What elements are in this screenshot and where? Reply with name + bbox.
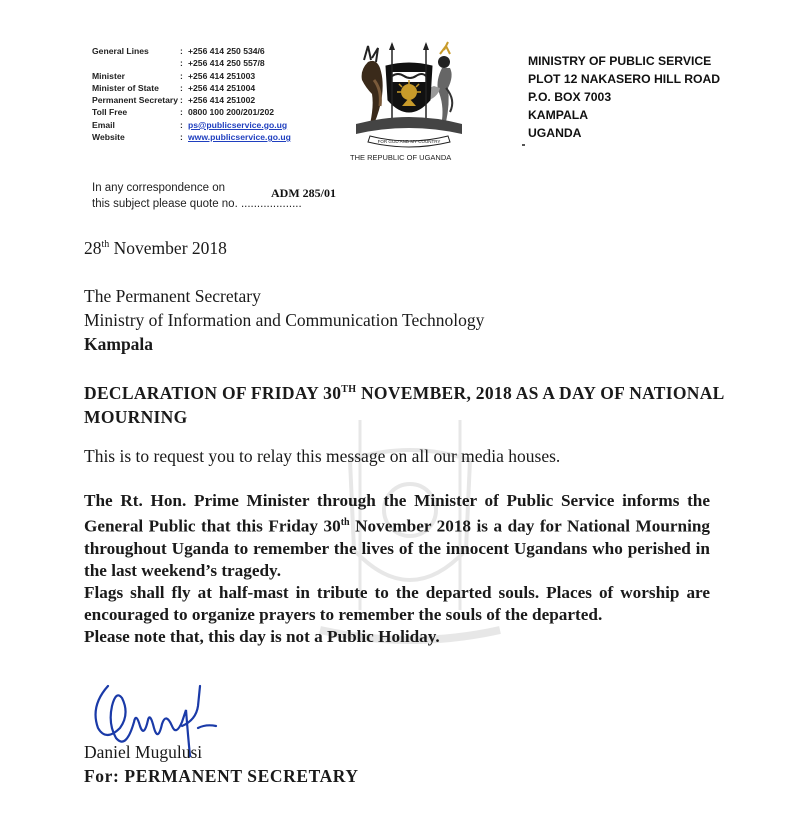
contact-label: Website xyxy=(92,132,125,143)
contact-label: Toll Free xyxy=(92,107,128,118)
ministry-address xyxy=(528,52,720,142)
body-paragraph-2: Flags shall fly at half-mast in tribute to the departed souls. Places of worship are encouraged to organize prayers to remember the souls of the departed. xyxy=(84,582,710,624)
contact-separator: : xyxy=(180,46,183,56)
message-body xyxy=(84,490,710,648)
contact-separator: : xyxy=(180,107,183,118)
contact-row xyxy=(92,119,291,131)
recipient-title: The Permanent Secretary xyxy=(84,286,261,306)
contact-row xyxy=(92,94,291,106)
contact-value: +256 414 251002 xyxy=(188,95,256,106)
contact-value: +256 414 250 534/6 xyxy=(188,46,265,56)
contact-row xyxy=(92,45,291,57)
recipient-ministry: Ministry of Information and Communication Technology xyxy=(84,310,485,330)
contact-label: Minister xyxy=(92,70,125,81)
letter-subject: DECLARATION OF FRIDAY 30TH NOVEMBER, 2018 AS A DAY OF NATIONAL MOURNING xyxy=(84,382,724,427)
reference-line-1: In any correspondence on xyxy=(92,182,225,194)
signer-name: Daniel Mugulusi xyxy=(84,742,203,762)
republic-label: THE REPUBLIC OF UGANDA xyxy=(350,153,452,162)
contact-separator: : xyxy=(180,119,183,130)
contact-label xyxy=(92,57,180,69)
contact-row xyxy=(92,82,291,94)
contact-separator: : xyxy=(180,82,183,93)
signatory-title: For: PERMANENT SECRETARY xyxy=(84,766,359,786)
crest-motto: FOR GOD AND MY COUNTRY xyxy=(377,139,441,144)
address-line: UGANDA xyxy=(528,126,582,140)
contact-separator: : xyxy=(180,95,183,106)
contact-label: Permanent Secretary xyxy=(92,95,178,106)
contact-list xyxy=(92,45,291,143)
contact-row xyxy=(92,70,291,82)
reference-line-2: this subject please quote no. ................... xyxy=(92,198,302,210)
date-rest: November 2018 xyxy=(109,238,227,258)
contact-row xyxy=(92,57,291,69)
body-paragraph-1: The Rt. Hon. Prime Minister through the Minister of Public Service informs the General Public that this Friday 30th November 2018 is a day for National Mourning throughout Uganda to remember the lives of the innocent Ugandans who perished in the last weekend’s tragedy. xyxy=(84,491,710,580)
stray-mark xyxy=(522,144,525,146)
body-paragraph-3: Please note that, this day is not a Public Holiday. xyxy=(84,626,440,646)
contact-label: Email xyxy=(92,119,115,130)
reference-number: ADM 285/01 xyxy=(271,186,336,200)
contact-row xyxy=(92,131,291,143)
contact-value: +256 414 250 557/8 xyxy=(188,58,265,69)
contact-link[interactable]: ps@publicservice.go.ug xyxy=(188,119,288,130)
address-line: KAMPALA xyxy=(528,108,589,122)
recipient-city: Kampala xyxy=(84,334,154,354)
date-day: 28 xyxy=(84,238,102,258)
contact-value: 0800 100 200/201/202 xyxy=(188,107,275,118)
contact-separator: : xyxy=(180,132,183,143)
contact-value: +256 414 251004 xyxy=(188,82,256,93)
contact-label: General Lines xyxy=(92,46,149,56)
address-line: MINISTRY OF PUBLIC SERVICE xyxy=(528,54,712,68)
contact-link[interactable]: www.publicservice.go.ug xyxy=(188,132,291,143)
contact-row xyxy=(92,106,291,118)
letter-date xyxy=(84,238,227,259)
request-paragraph: This is to request you to relay this message on all our media houses. xyxy=(84,446,561,466)
address-line: PLOT 12 NAKASERO HILL ROAD xyxy=(528,72,721,86)
contact-separator: : xyxy=(180,70,183,81)
contact-value: +256 414 251003 xyxy=(188,70,256,81)
contact-label: Minister of State xyxy=(92,82,159,93)
uganda-coat-of-arms-icon xyxy=(346,40,472,148)
contact-separator: : xyxy=(180,58,183,69)
recipient-block xyxy=(84,284,484,356)
date-suffix: th xyxy=(101,239,110,251)
address-line: P.O. BOX 7003 xyxy=(528,90,612,104)
